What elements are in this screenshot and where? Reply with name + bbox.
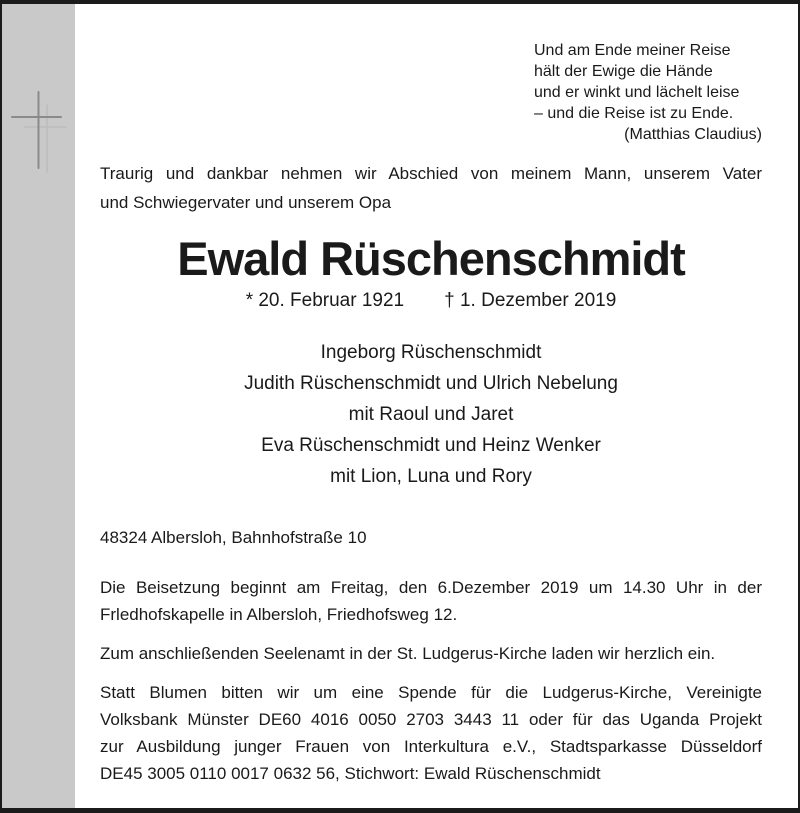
poem-line: – und die Reise ist zu Ende.	[534, 105, 734, 122]
funeral-line: Frledhofskapelle in Albersloh, Friedhofsweg 12.	[100, 605, 458, 624]
family-line: mit Raoul und Jaret	[348, 404, 514, 425]
funeral-info	[100, 574, 762, 628]
family-line: Judith Rüschenschmidt und Ulrich Nebelung	[244, 373, 618, 394]
family-line: Eva Rüschenschmidt und Heinz Wenker	[261, 435, 601, 456]
intro-line: und Schwiegervater und unserem Opa	[100, 193, 392, 212]
donation-line: Volksbank Münster DE60 4016 0050 2703 3443 11 oder für das Uganda Projekt	[100, 710, 762, 729]
birth-date: * 20. Februar 1921	[245, 290, 405, 311]
death-date: † 1. Dezember 2019	[444, 290, 617, 311]
funeral-line: Die Beisetzung beginnt am Freitag, den 6.Dezember 2019 um 14.30 Uhr in der	[100, 578, 762, 597]
poem	[534, 40, 762, 145]
family-line: Ingeborg Rüschenschmidt	[320, 342, 542, 363]
address-line: 48324 Albersloh, Bahnhofstraße 10	[100, 528, 367, 547]
family-line: mit Lion, Luna und Rory	[330, 466, 532, 487]
memorial-band	[2, 4, 75, 808]
deceased-name: Ewald Rüschenschmidt	[177, 232, 685, 285]
donation-info	[100, 679, 762, 787]
seelenamt-line: Zum anschließenden Seelenamt in der St. Ludgerus-Kirche laden wir herzlich ein.	[100, 644, 716, 663]
memorial-cross-icon	[2, 84, 75, 196]
life-dates	[100, 289, 762, 313]
intro-text	[100, 159, 762, 217]
intro-line: Traurig und dankbar nehmen wir Abschied von meinem Mann, unserem Vater	[100, 164, 762, 183]
donation-line: Statt Blumen bitten wir um eine Spende für die Ludgerus-Kirche, Vereinigte	[100, 683, 762, 702]
donation-line: DE45 3005 0110 0017 0632 56, Stichwort: Ewald Rüschenschmidt	[100, 764, 601, 783]
poem-line: Und am Ende meiner Reise	[534, 42, 731, 59]
family-list	[100, 337, 762, 492]
donation-line: zur Ausbildung junger Frauen von Interkultura e.V., Stadtsparkasse Düsseldorf	[100, 737, 762, 756]
poem-line: und er winkt und lächelt leise	[534, 84, 740, 101]
seelenamt-info	[100, 640, 762, 667]
poem-attribution: (Matthias Claudius)	[624, 126, 762, 143]
poem-line: hält der Ewige die Hände	[534, 63, 713, 80]
obituary-content	[100, 4, 762, 787]
